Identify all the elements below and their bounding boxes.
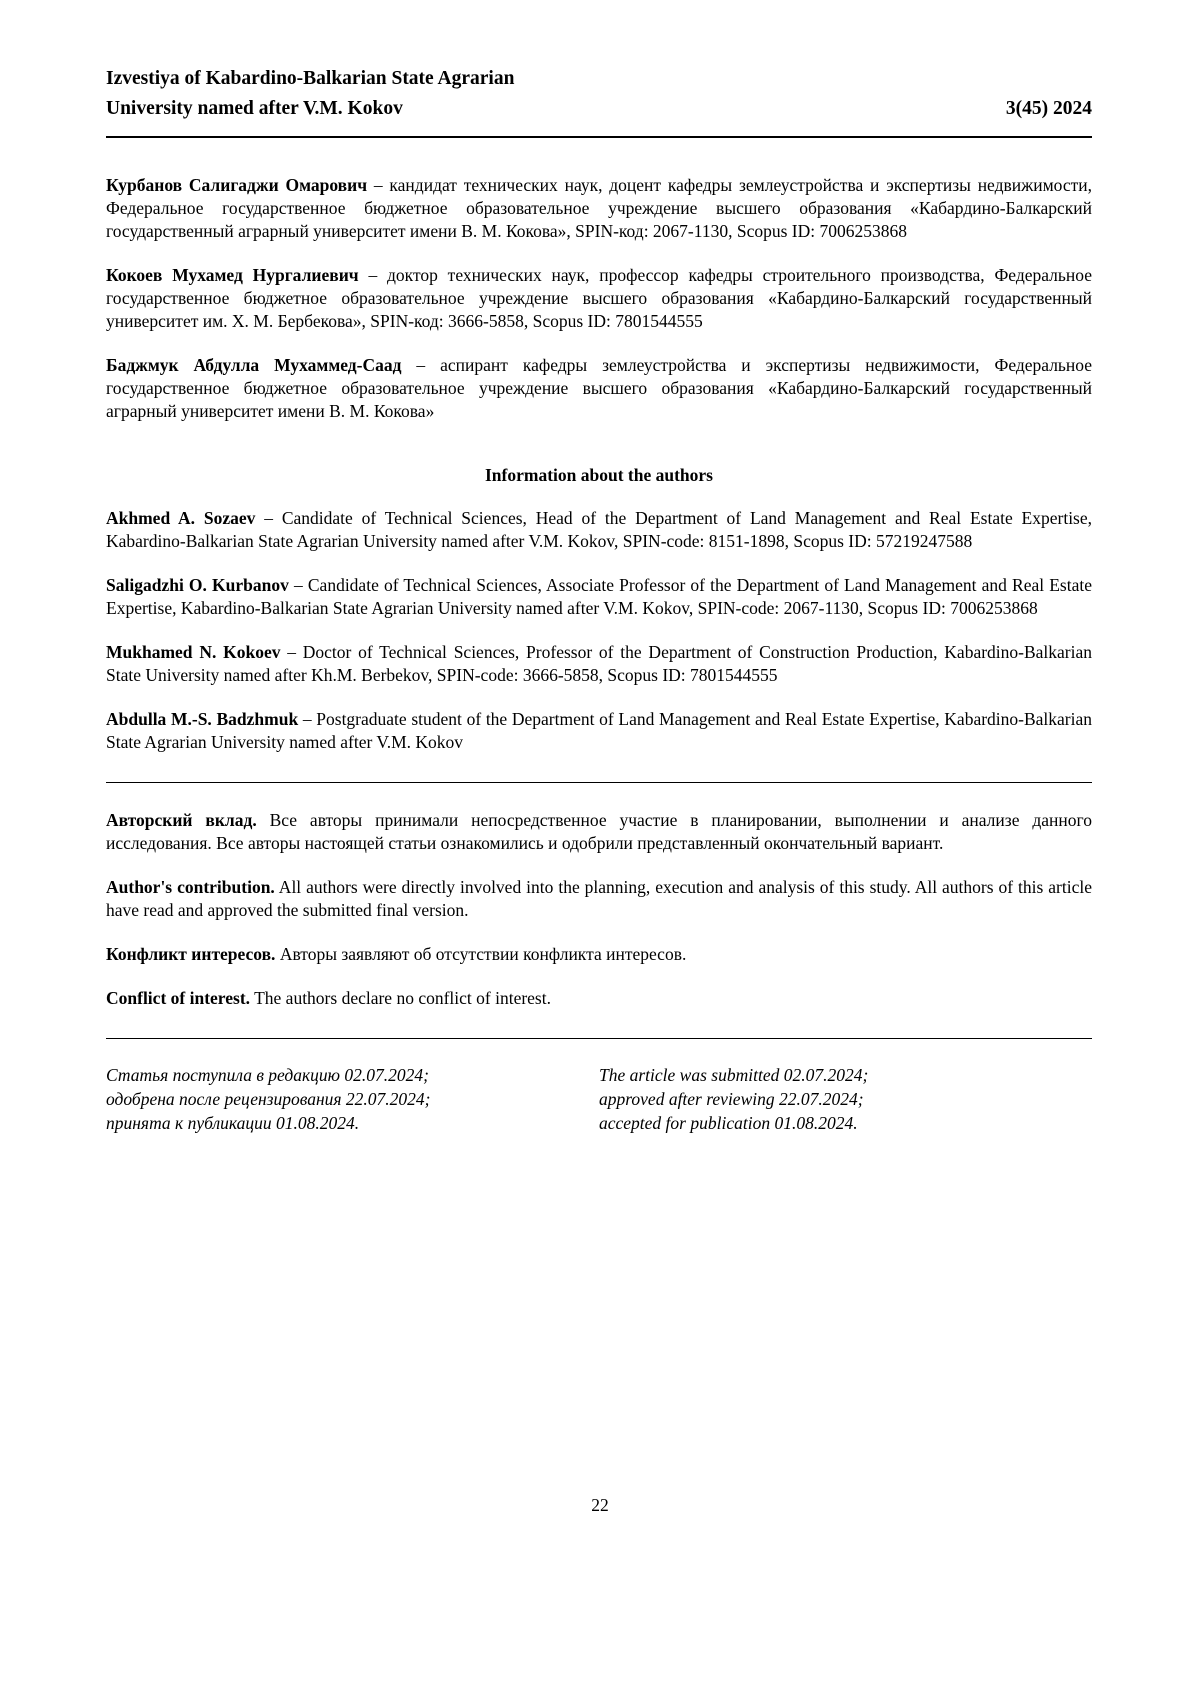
author-description-en-2: – Candidate of Technical Sciences, Associate Professor of the Department of Land Management and Real Estate Expertise, Kabardino-Balkarian State Agrarian University named after V.M. Kokov, SPIN-code: 2067-1130, Scopus ID: 7006253868 xyxy=(106,575,1092,618)
statement-text-1: Все авторы принимали непосредственное участие в планировании, выполнении и анализе данного исследования. Все авторы настоящей статьи ознакомились и одобрили представленный окончательный вариант. xyxy=(106,810,1092,853)
page-number: 22 xyxy=(591,1495,609,1515)
submission-dates-en xyxy=(599,1063,1092,1135)
submission-dates xyxy=(106,1063,1092,1135)
author-paragraph-en-2 xyxy=(106,574,1092,620)
article-body xyxy=(106,174,1092,1135)
header-row xyxy=(106,94,1092,124)
statement-text-2: All authors were directly involved into the planning, execution and analysis of this study. All authors of this article have read and approved the submitted final version. xyxy=(106,877,1093,920)
author-paragraph-en-4 xyxy=(106,708,1092,754)
author-name-ru-1: Курбанов Салигаджи Омарович xyxy=(106,175,368,195)
header-divider xyxy=(106,136,1092,138)
statements-divider xyxy=(106,782,1092,783)
author-name-en-3: Mukhamed N. Kokoev xyxy=(106,642,281,662)
page-header xyxy=(106,64,1092,138)
date-line-ru-3: принята к публикации 01.08.2024. xyxy=(106,1113,360,1133)
submission-dates-ru xyxy=(106,1063,599,1135)
author-paragraph-ru-2 xyxy=(106,264,1092,333)
author-name-en-2: Saligadzhi O. Kurbanov xyxy=(106,575,289,595)
statement-authors-contribution-en xyxy=(106,876,1092,922)
statement-authors-contribution-ru xyxy=(106,809,1092,855)
date-line-en-1: The article was submitted 02.07.2024; xyxy=(599,1065,869,1085)
dates-divider xyxy=(106,1038,1092,1039)
date-line-en-3: accepted for publication 01.08.2024. xyxy=(599,1113,858,1133)
journal-title-line1: Izvestiya of Kabardino-Balkarian State Agrarian xyxy=(106,68,515,89)
author-description-en-3: – Doctor of Technical Sciences, Professor of the Department of Construction Production, Kabardino-Balkarian State University named after Kh.M. Berbekov, SPIN-code: 3666-5858, Scopus ID: 7801544555 xyxy=(106,642,1093,685)
author-description-ru-2: – доктор технических наук, профессор кафедры строительного производства, Федеральное государственное бюджетное образовательное учреждение высшего образования «Кабардино-Балкарский государственный университет им. Х. М. Бербекова», SPIN-код: 3666-5858, Scopus ID: 7801544555 xyxy=(106,265,1092,331)
section-title: Information about the authors xyxy=(484,465,713,485)
author-name-ru-2: Кокоев Мухамед Нургалиевич xyxy=(106,265,359,285)
author-paragraph-ru-1 xyxy=(106,174,1092,243)
date-line-ru-1: Статья поступила в редакцию 02.07.2024; xyxy=(106,1065,429,1085)
author-description-en-4: – Postgraduate student of the Department of Land Management and Real Estate Expertise, Kabardino-Balkarian State Agrarian University named after V.M. Kokov xyxy=(106,709,1093,752)
author-paragraph-en-1 xyxy=(106,507,1092,553)
author-name-en-1: Akhmed A. Sozaev xyxy=(106,508,256,528)
journal-title-line2: University named after V.M. Kokov xyxy=(106,98,403,119)
author-description-ru-1: – кандидат технических наук, доцент кафедры землеустройства и экспертизы недвижимости, Федеральное государственное бюджетное образовательное учреждение высшего образования «Кабардино-Балкарский государственный аграрный университет имени В. М. Кокова», SPIN-код: 2067-1130, Scopus ID: 7006253868 xyxy=(106,175,1092,241)
author-description-ru-3: – аспирант кафедры землеустройства и экспертизы недвижимости, Федеральное государственное бюджетное образовательное учреждение высшего образования «Кабардино-Балкарский государственный аграрный университет имени В. М. Кокова» xyxy=(106,355,1093,421)
author-paragraph-ru-3 xyxy=(106,354,1092,423)
author-paragraph-en-3 xyxy=(106,641,1092,687)
date-line-en-2: approved after reviewing 22.07.2024; xyxy=(599,1089,864,1109)
statement-text-3: Авторы заявляют об отсутствии конфликта интересов. xyxy=(275,944,687,964)
statement-conflict-ru xyxy=(106,943,1092,966)
author-name-ru-3: Баджмук Абдулла Мухаммед-Саад xyxy=(106,355,402,375)
author-description-en-1: – Candidate of Technical Sciences, Head of the Department of Land Management and Real Estate Expertise, Kabardino-Balkarian State Agrarian University named after V.M. Kokov, SPIN-code: 8151-1898, Scopus ID: 57219247588 xyxy=(106,508,1093,551)
statement-label-1: Авторский вклад. xyxy=(106,810,257,830)
statement-label-2: Author's contribution. xyxy=(106,877,275,897)
author-name-en-4: Abdulla M.-S. Badzhmuk xyxy=(106,709,299,729)
issue-number: 3(45) 2024 xyxy=(1005,98,1092,119)
date-line-ru-2: одобрена после рецензирования 22.07.2024; xyxy=(106,1089,431,1109)
statement-text-4: The authors declare no conflict of interest. xyxy=(250,988,551,1008)
statement-label-3: Конфликт интересов. xyxy=(106,944,276,964)
statement-conflict-en xyxy=(106,987,1092,1010)
statement-label-4: Conflict of interest. xyxy=(106,988,251,1008)
